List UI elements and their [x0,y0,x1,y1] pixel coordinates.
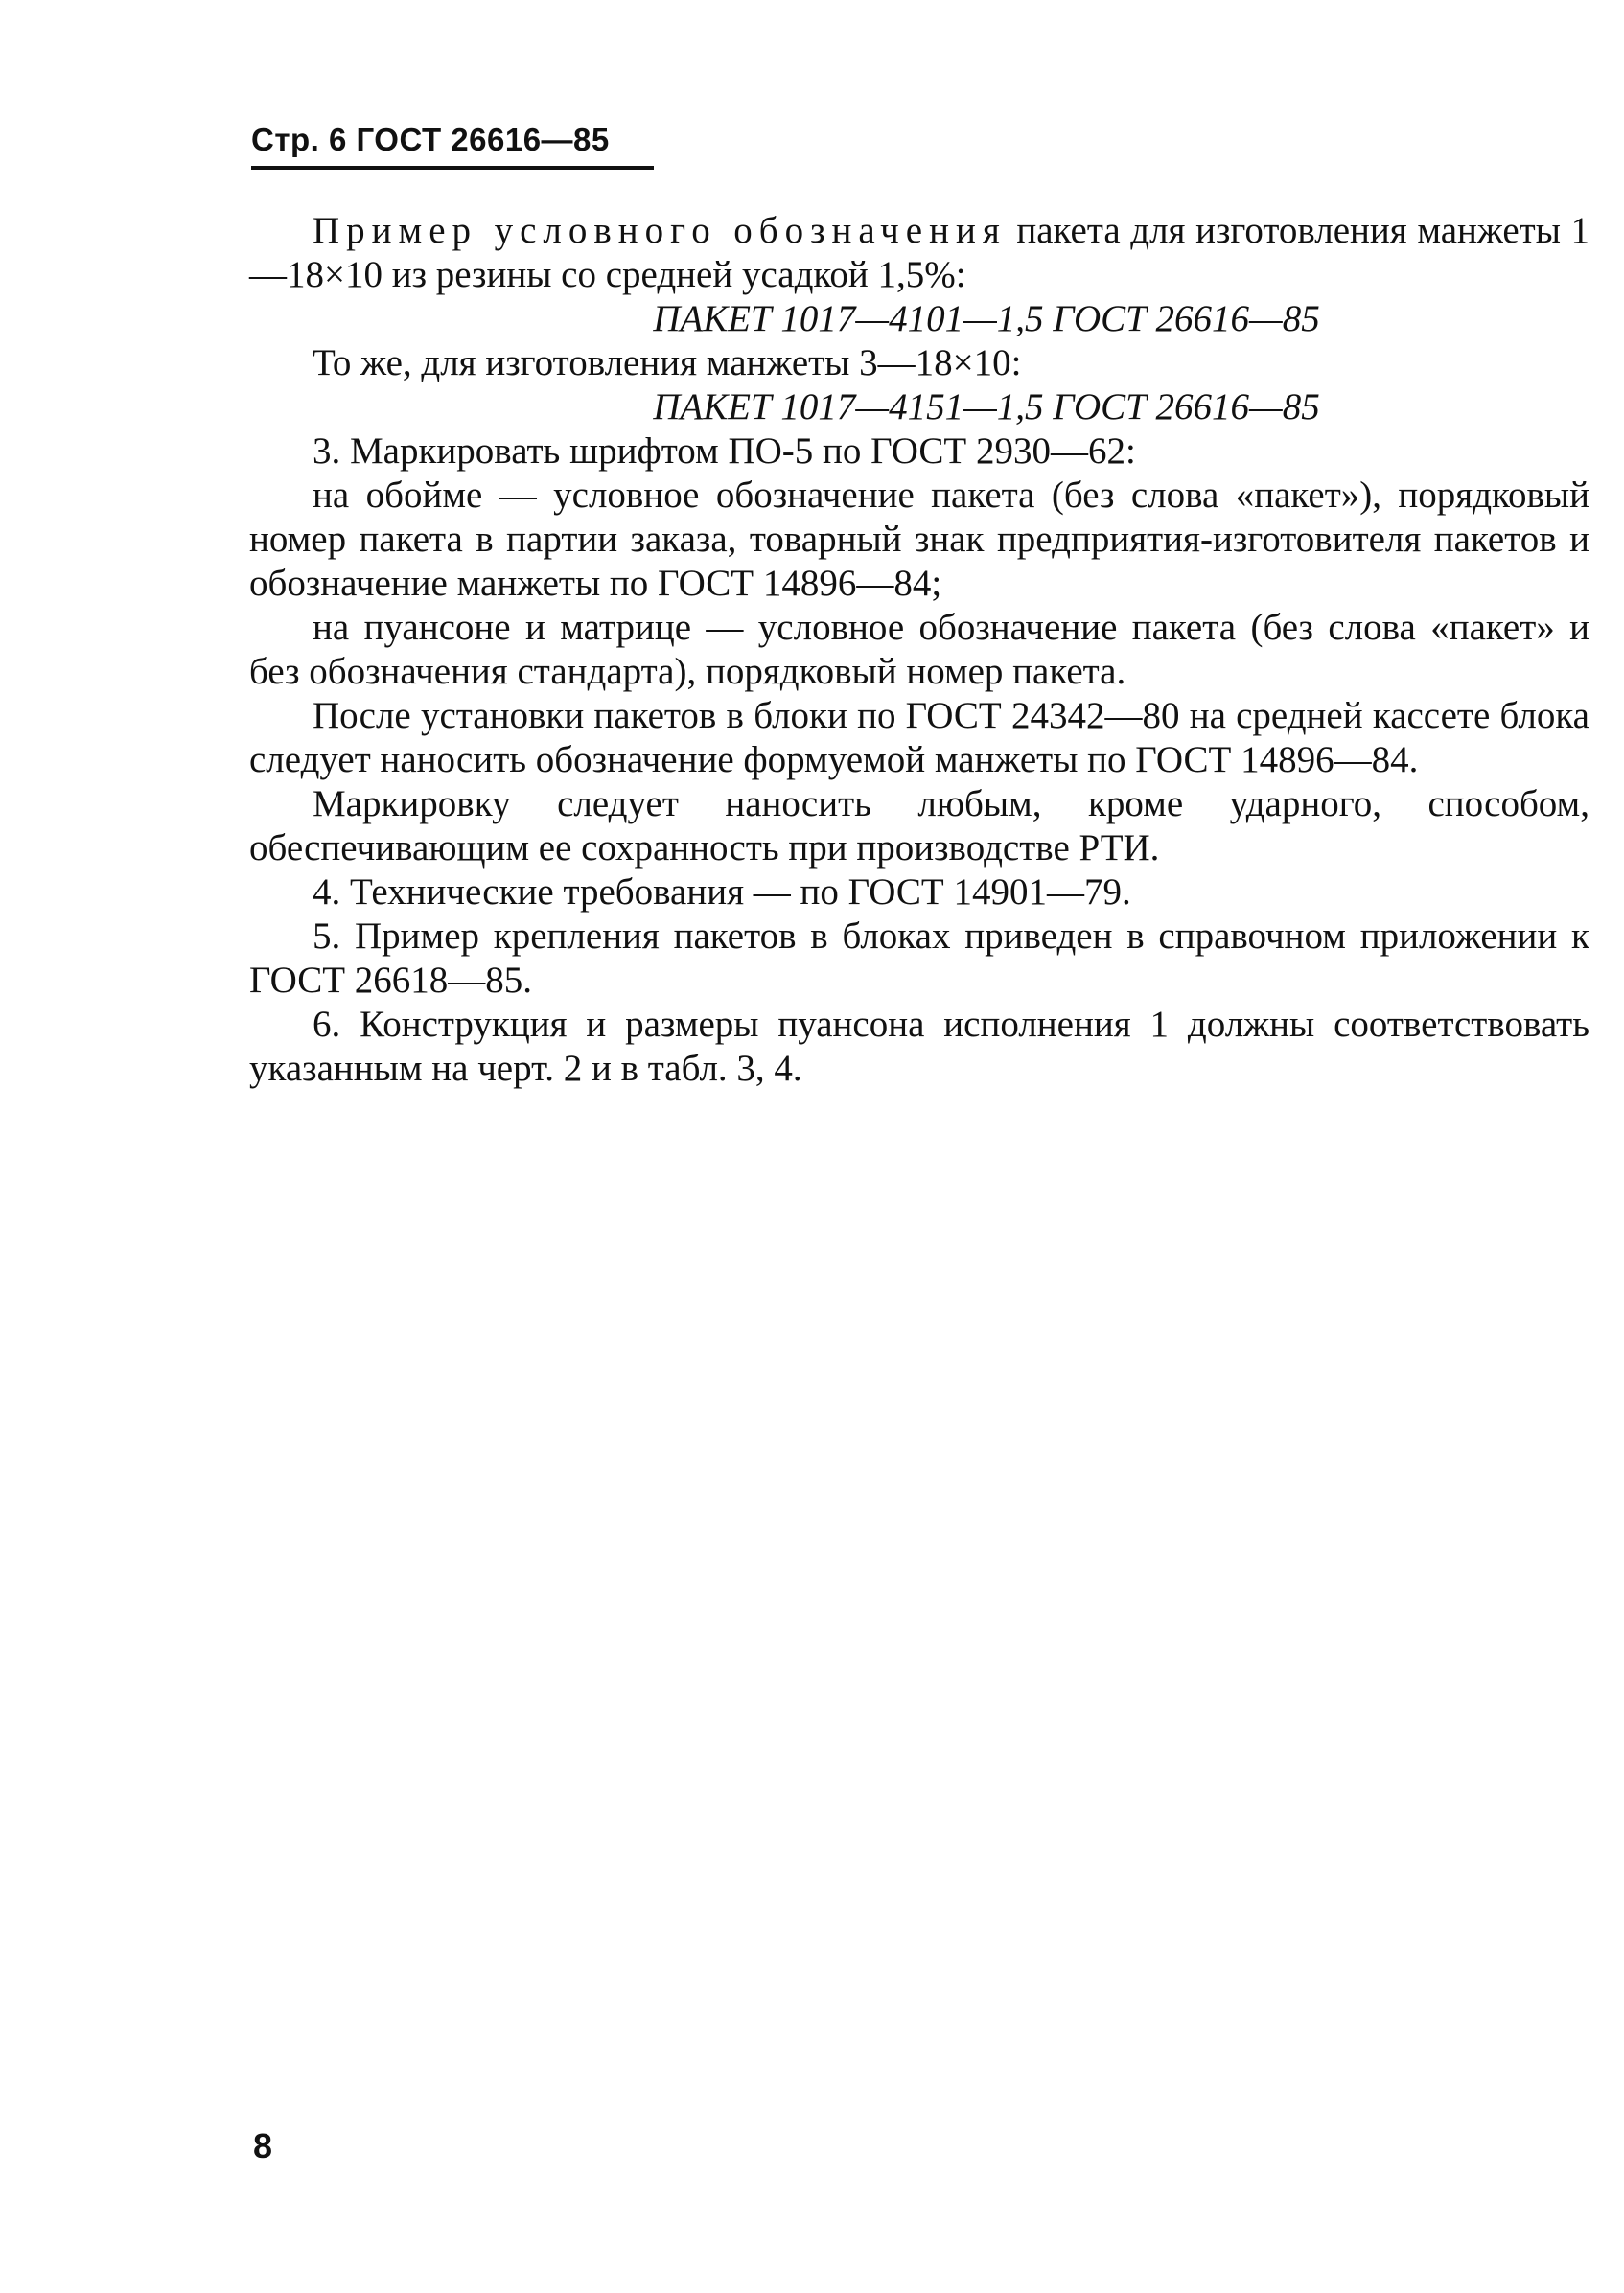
example-lead-text: Пример условного обозначения [313,210,1007,251]
document-body [249,209,1589,1091]
page-header-title: Стр. 6 ГОСТ 26616—85 [251,122,610,157]
same-for-paragraph: То же, для изготовления манжеты 3—18×10: [313,342,1022,383]
item-6-paragraph: 6. Конструкция и размеры пуансона исполнения 1 должны соответствовать указанным на черт. 2 и в табл. 3, 4. [249,1004,1589,1089]
example-paragraph [249,209,1589,297]
item-3-punch-paragraph: на пуансоне и матрице — условное обозначение пакета (без слова «пакет» и без обозначения стандарта), порядковый номер пакета. [249,607,1589,692]
designation-example-1: ПАКЕТ 1017—4101—1,5 ГОСТ 26616—85 [653,298,1320,339]
item-3-paragraph: 3. Маркировать шрифтом ПО-5 по ГОСТ 2930—62: [313,430,1136,472]
item-4-paragraph: 4. Технические требования — по ГОСТ 14901—79. [313,871,1131,913]
example-rest-text: пакета для изготовления манжеты 1—18×10 из резины со средней усадкой 1,5%: [249,210,1589,295]
item-3-holder-paragraph: на обойме — условное обозначение пакета (без слова «пакет»), порядковый номер пакета в партии заказа, товарный знак предприятия-изготовителя пакетов и обозначение манжеты по ГОСТ 14896—84; [249,475,1589,604]
marking-method-paragraph: Маркировку следует наносить любым, кроме ударного, способом, обеспечивающим ее сохранность при производстве РТИ. [249,783,1589,869]
page-header [251,119,654,170]
page-number: 8 [253,2126,273,2166]
designation-example-2: ПАКЕТ 1017—4151—1,5 ГОСТ 26616—85 [653,386,1320,428]
after-install-paragraph: После установки пакетов в блоки по ГОСТ 24342—80 на средней кассете блока следует наносить обозначение формуемой манжеты по ГОСТ 14896—84. [249,695,1589,780]
header-divider [251,166,654,170]
item-5-paragraph: 5. Пример крепления пакетов в блоках приведен в справочном приложении к ГОСТ 26618—85. [249,915,1589,1001]
